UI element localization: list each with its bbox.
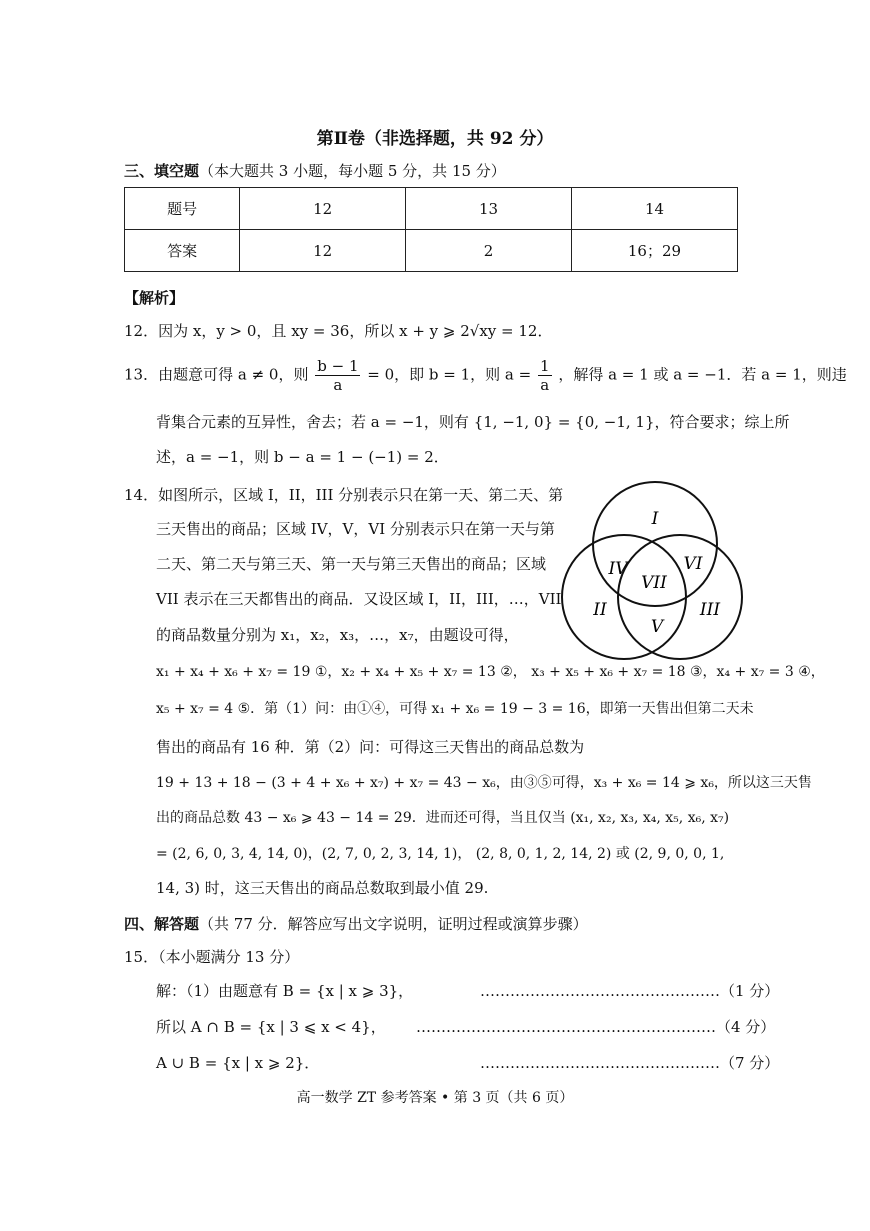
table-cell: 2 <box>406 230 572 272</box>
q14-line: x₁ + x₄ + x₆ + x₇ = 19 ①，x₂ + x₄ + x₅ + x₇ = 13 ②， x₃ + x₅ + x₆ + x₇ = 18 ③，x₄ + x₇ = 3 ④， <box>156 664 825 680</box>
table-answer-label: 答案 <box>125 230 240 272</box>
q13-line2: 背集合元素的互异性，舍去；若 a = −1，则有 {1, −1, 0} = {0, −1, 1}，符合要求；综上所 <box>156 413 790 431</box>
q14-line: VII 表示在三天都售出的商品．又设区域 I，II，III，…，VII <box>156 590 562 608</box>
frac-denominator: a <box>333 376 343 394</box>
q13-text-c: ，解得 a = 1 或 a = −1．若 a = 1，则违 <box>558 365 847 384</box>
q13-fraction-2 <box>538 357 552 394</box>
table-cell: 12 <box>240 230 406 272</box>
venn-label-ii: II <box>593 600 607 620</box>
venn-label-vi: VI <box>683 554 703 574</box>
q13-text-a: 13．由题意可得 a ≠ 0，则 <box>124 365 309 384</box>
q14-line: 14, 3) 时，这三天售出的商品总数取到最小值 29. <box>156 879 489 897</box>
section4-heading: 四、解答题 <box>124 915 200 933</box>
q13-fraction-1 <box>315 357 360 394</box>
section3-header <box>124 160 506 181</box>
q14-line: = (2, 6, 0, 3, 4, 14, 0)，(2, 7, 0, 2, 3, 14, 1)， (2, 8, 0, 1, 2, 14, 2) 或 (2, 9, 0, 0, 1, <box>156 846 725 862</box>
page-footer: 高一数学 ZT 参考答案 • 第 3 页（共 6 页） <box>296 1090 574 1106</box>
section3-note: （本大题共 3 小题，每小题 5 分，共 15 分） <box>199 162 506 180</box>
venn-circle-day3 <box>618 535 742 659</box>
venn-label-iii: III <box>699 600 721 620</box>
table-cell: 16；29 <box>571 230 737 272</box>
q15-step-1: 解：（1）由题意有 B = {x | x ⩾ 3}， <box>156 982 414 1000</box>
table-cell: 12 <box>240 188 406 230</box>
frac-denominator: a <box>540 376 550 394</box>
page-title: 第Ⅱ卷（非选择题，共 92 分） <box>316 129 554 149</box>
table-cell: 13 <box>406 188 572 230</box>
q13-text-b: = 0，即 b = 1，则 a = <box>367 365 532 384</box>
q14-line: 二天、第二天与第三天、第一天与第三天售出的商品；区域 <box>156 555 547 573</box>
q14-line: 的商品数量分别为 x₁，x₂，x₃，…，x₇，由题设可得， <box>156 626 519 644</box>
venn-label-vii: VII <box>641 573 667 593</box>
venn-label-v: V <box>650 617 664 637</box>
frac-numerator: 1 <box>540 357 550 375</box>
venn-diagram <box>560 480 750 670</box>
analysis-label: 【解析】 <box>124 289 185 307</box>
venn-label-iv: IV <box>608 559 628 579</box>
q13-line3: 述，a = −1，则 b − a = 1 − (−1) = 2． <box>156 448 449 466</box>
q12-text: 12．因为 x，y > 0，且 xy = 36，所以 x + y ⩾ 2√xy = 12． <box>124 322 553 340</box>
q15-step-2: 所以 A ∩ B = {x | 3 ⩽ x < 4}， <box>156 1018 386 1036</box>
answer-table <box>124 187 738 272</box>
q14-line: 售出的商品有 16 种．第（2）问：可得这三天售出的商品总数为 <box>156 738 585 756</box>
venn-label-i: I <box>651 509 659 529</box>
q15-score-1: …………………………………………（1 分） <box>480 982 780 1000</box>
q13-line1 <box>124 357 847 394</box>
q14-line: 14．如图所示，区域 I，II，III 分别表示只在第一天、第二天、第 <box>124 486 564 504</box>
section4-note: （共 77 分．解答应写出文字说明，证明过程或演算步骤） <box>199 915 588 933</box>
q15-score-3: …………………………………………（7 分） <box>480 1054 780 1072</box>
q15-title: 15．（本小题满分 13 分） <box>124 948 300 966</box>
q15-step-3: A ∪ B = {x | x ⩾ 2}． <box>156 1054 320 1072</box>
q14-line: 三天售出的商品；区域 IV，V，VI 分别表示只在第一天与第 <box>156 520 555 538</box>
q14-line: 出的商品总数 43 − x₆ ⩾ 43 − 14 = 29．进而还可得，当且仅当 (x₁, x₂, x₃, x₄, x₅, x₆, x₇) <box>156 810 730 826</box>
q15-score-2: ……………………………………………………（4 分） <box>416 1018 776 1036</box>
section4-header <box>124 913 588 934</box>
table-row <box>125 188 738 230</box>
q14-line: 19 + 13 + 18 − (3 + 4 + x₆ + x₇) + x₇ = 43 − x₆，由③⑤可得，x₃ + x₆ = 14 ⩾ x₆，所以这三天售 <box>156 775 812 791</box>
table-cell: 14 <box>571 188 737 230</box>
frac-numerator: b − 1 <box>317 357 359 375</box>
section3-heading: 三、填空题 <box>124 162 200 180</box>
q14-line: x₅ + x₇ = 4 ⑤．第（1）问：由①④，可得 x₁ + x₆ = 19 − 3 = 16，即第一天售出但第二天未 <box>156 701 754 717</box>
table-row <box>125 230 738 272</box>
table-header-label: 题号 <box>125 188 240 230</box>
